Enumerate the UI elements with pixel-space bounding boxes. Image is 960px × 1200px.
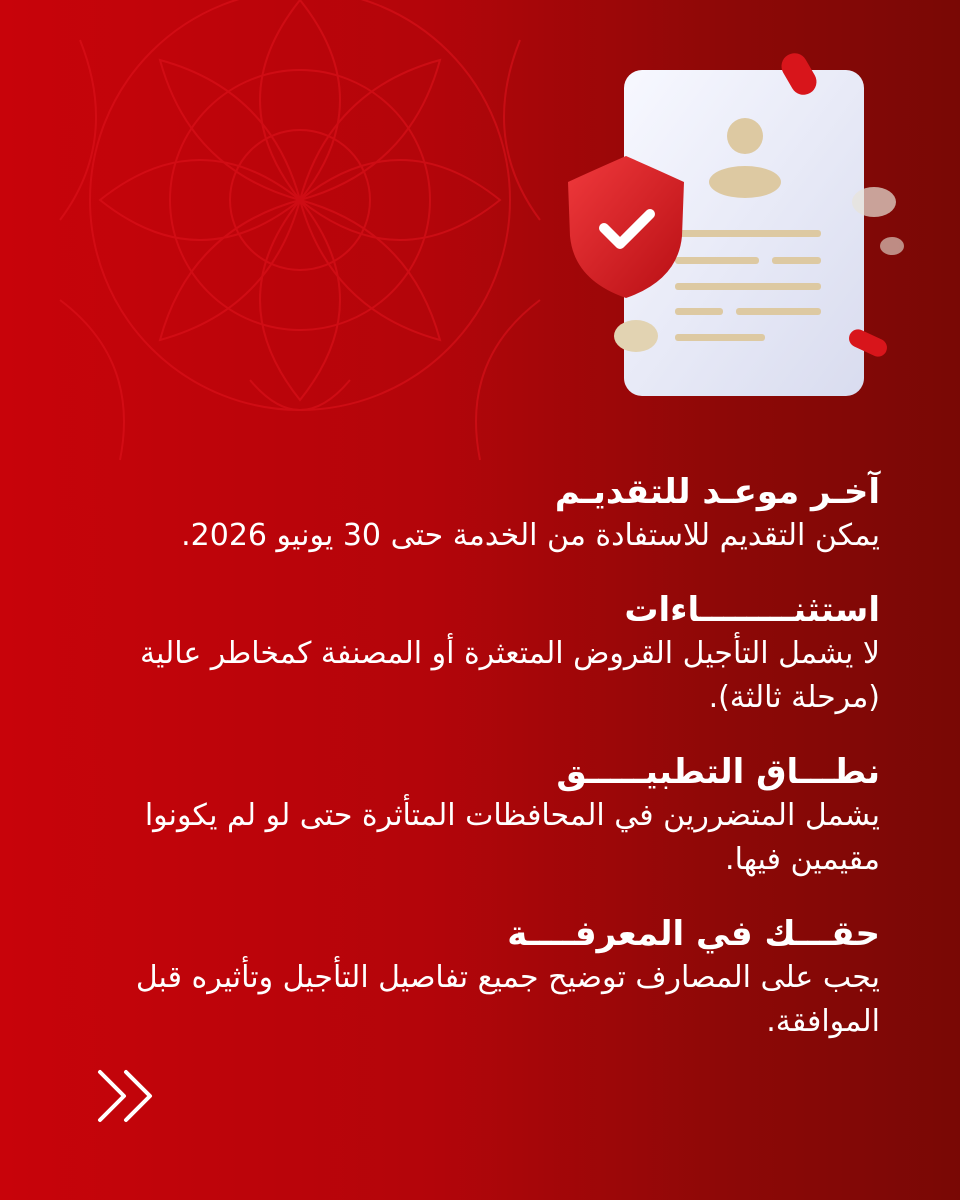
document-shield-check-icon [540,30,920,430]
section-title: نطـــاق التطبيـــــق [556,752,880,792]
avatar-body [709,166,781,198]
double-chevron-icon[interactable] [96,1068,160,1124]
section-exceptions [90,588,880,720]
section-right-to-know [90,912,880,1044]
section-title: استثنــــــــاءات [624,590,880,630]
section-title: آخـر موعـد للتقديـم [554,472,880,512]
avatar-head [727,118,763,154]
section-title: حقـــك في المعرفــــة [507,914,880,954]
section-body: لا يشمل التأجيل القروض المتعثرة أو المصنفة كمخاطر عالية (مرحلة ثالثة). [139,636,880,715]
section-body: يشمل المتضررين في المحافظات المتأثرة حتى لو لم يكونوا مقيمين فيها. [144,798,880,877]
info-list [90,470,880,1074]
section-body: يجب على المصارف توضيح جميع تفاصيل التأجيل وتأثيره قبل الموافقة. [135,960,880,1039]
section-body: يمكن التقديم للاستفادة من الخدمة حتى 30 يونيو 2026. [181,518,880,553]
section-scope [90,750,880,882]
section-deadline [90,470,880,558]
tablet-icon [614,320,658,352]
